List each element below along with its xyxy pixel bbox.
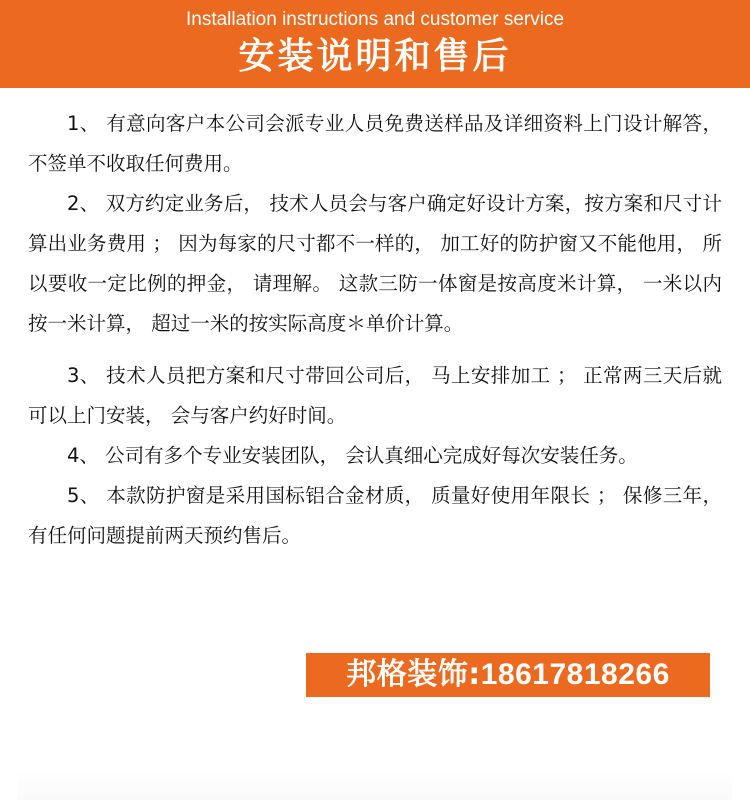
instruction-paragraph-1: 1、 有意向客户本公司会派专业人员免费送样品及详细资料上门设计解答， 不签单不收取任何费用。: [28, 112, 722, 175]
instruction-paragraph-2: 2、 双方约定业务后， 技术人员会与客户确定好设计方案，按方案和尺寸计算出业务费用 ； 因为每家的尺寸都不一样的， 加工好的防护窗又不能他用， 所以要收一定比例的押金， 请理解。 这款三防一体窗是按高度米计算， 一米以内按一米计算， 超过一米的按实际高度＊单价计算。: [28, 192, 722, 335]
instruction-paragraph-3: 3、 技术人员把方案和尺寸带回公司后， 马上安排加工 ； 正常两三天后就可以上门安装， 会与客户约好时间。: [28, 364, 722, 427]
phone-number: 18617818266: [480, 658, 670, 691]
bottom-fade: [18, 770, 732, 800]
header-title-cn: 安装说明和售后: [238, 36, 512, 77]
header-subtitle-en: Installation instructions and customer service: [185, 9, 565, 30]
instruction-paragraph-4: 4、 公司有多个专业安装团队， 会认真细心完成好每次安装任务。: [67, 444, 638, 467]
company-name-label: 邦格装饰:: [346, 657, 481, 692]
header-banner: [0, 0, 750, 88]
instruction-paragraph-5: 5、 本款防护窗是采用国标铝合金材质， 质量好使用年限长 ； 保修三年， 有任何问题提前两天预约售后。: [28, 484, 722, 547]
contact-banner: [306, 653, 710, 697]
instructions-body: [28, 104, 722, 556]
